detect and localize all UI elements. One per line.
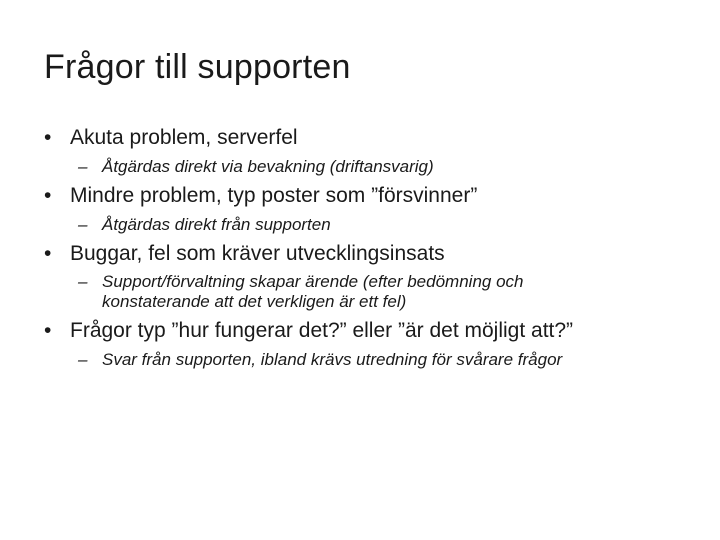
bullet-item	[44, 126, 298, 150]
bullet-item	[44, 184, 477, 208]
bullet-text: Mindre problem, typ poster som ”försvinner”	[70, 184, 478, 207]
dash-marker: –	[78, 272, 88, 291]
dash-marker: –	[78, 157, 88, 176]
bullet-text: Frågor typ ”hur fungerar det?” eller ”är det möjligt att?”	[70, 319, 574, 342]
bullet-marker: •	[44, 184, 52, 207]
sub-bullet-text: Åtgärdas direkt via bevakning (driftansvarig)	[102, 157, 434, 176]
bullet-marker: •	[44, 242, 52, 265]
slide-title: Frågor till supporten	[44, 48, 351, 86]
sub-bullet-item	[78, 272, 638, 312]
sub-bullet-text: Svar från supporten, ibland krävs utredning för svårare frågor	[102, 350, 563, 369]
bullet-item	[44, 319, 573, 343]
bullet-marker: •	[44, 319, 52, 342]
sub-bullet-item	[78, 157, 434, 177]
bullet-marker: •	[44, 126, 52, 149]
sub-bullet-text: Support/förvaltning skapar ärende (efter bedömning och konstaterande att det verkligen är ett fel)	[102, 272, 524, 311]
dash-marker: –	[78, 215, 88, 234]
bullet-item	[44, 242, 445, 266]
bullet-text: Buggar, fel som kräver utvecklingsinsats	[70, 242, 445, 265]
bullet-text: Akuta problem, serverfel	[70, 126, 298, 149]
sub-bullet-text: Åtgärdas direkt från supporten	[102, 215, 331, 234]
sub-bullet-item	[78, 215, 331, 235]
dash-marker: –	[78, 350, 88, 369]
sub-bullet-item	[78, 350, 562, 370]
